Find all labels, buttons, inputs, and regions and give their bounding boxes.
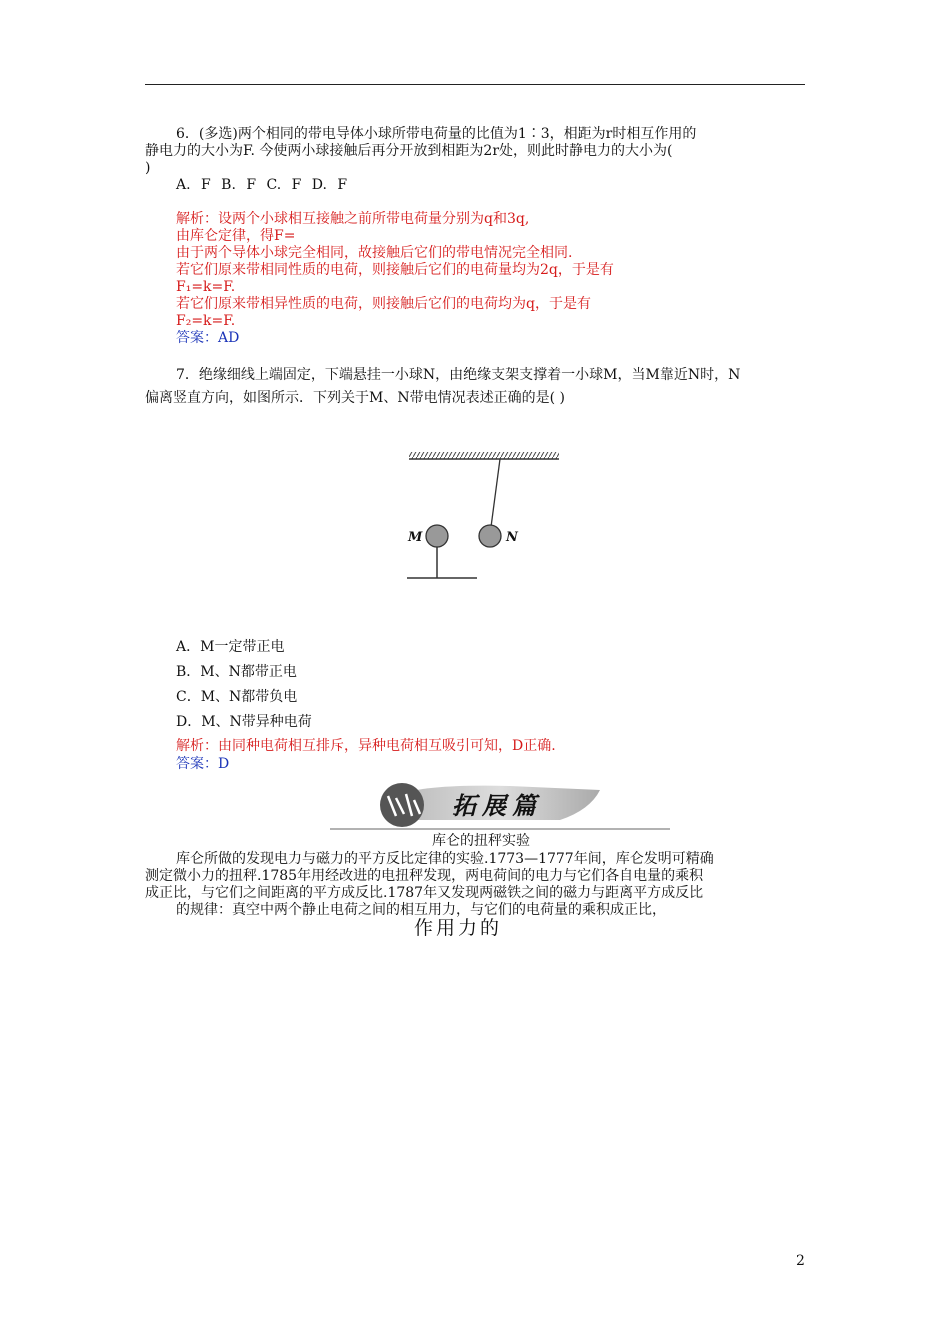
q7-option-c: C．M、N都带负电 [176, 689, 298, 705]
thread [491, 459, 500, 527]
extension-para-3: 成正比，与它们之间距离的平方成反比.1787年又发现两磁铁之间的磁力与距离平方成反比 [145, 885, 704, 901]
q6-options: A. F B. F C. F D. F [176, 177, 348, 193]
ball-n [479, 525, 501, 547]
pendulum-figure [405, 450, 561, 585]
q7-answer: 答案：D [176, 756, 230, 772]
q7-solution: 解析：由同种电荷相互排斥，异种电荷相互吸引可知，D正确. [176, 738, 556, 754]
header-rule [145, 84, 805, 85]
extension-para-5: 作用力的 [414, 917, 503, 939]
q7-option-d: D．M、N带异种电荷 [176, 714, 312, 730]
extension-banner [330, 778, 670, 832]
extension-para-1: 库仑所做的发现电力与磁力的平方反比定律的实验.1773—1777年间，库仑发明可精确 [176, 851, 714, 867]
ball-m [426, 525, 448, 547]
q6-solution-line-3: 由于两个导体小球完全相同，故接触后它们的带电情况完全相同. [176, 245, 573, 261]
q7-option-b: B．M、N都带正电 [176, 664, 297, 680]
page-number: 2 [796, 1253, 805, 1269]
extension-para-2: 测定微小力的扭秤.1785年用经改进的电扭秤发现，两电荷间的电力与它们各自电量的乘积 [145, 868, 704, 884]
q7-option-a: A．M一定带正电 [176, 639, 285, 655]
banner-title: 拓展篇 [452, 791, 542, 820]
q6-answer: 答案：AD [176, 330, 240, 346]
extension-para-4: 的规律：真空中两个静止电荷之间的相互用力，与它们的电荷量的乘积成正比， [176, 902, 666, 918]
q6-solution-line-4: 若它们原来带相同性质的电荷，则接触后它们的电荷量均为2q，于是有 [176, 262, 614, 278]
ceiling-hatch [409, 452, 559, 459]
label-n: N [506, 530, 518, 545]
q7-line-2: 偏离竖直方向，如图所示．下列关于M、N带电情况表述正确的是( ) [145, 390, 565, 406]
q6-solution-line-5: F₁=k=F. [176, 279, 236, 295]
q6-line-3: ) [145, 160, 151, 176]
q6-solution-line-1: 解析：设两个小球相互接触之前所带电荷量分别为q和3q, [176, 211, 530, 227]
pendulum-diagram [405, 450, 561, 585]
q6-line-2: 静电力的大小为F. 今使两小球接触后再分开放到相距为2r处，则此时静电力的大小为( [145, 143, 673, 159]
q6-line-1: 6．(多选)两个相同的带电导体小球所带电荷量的比值为1∶3，相距为r时相互作用的 [176, 126, 697, 142]
q6-solution-line-6: 若它们原来带相异性质的电荷，则接触后它们的电荷均为q，于是有 [176, 296, 591, 312]
label-m: M [408, 530, 423, 545]
q6-solution-line-2: 由库仑定律，得F= [176, 228, 296, 244]
banner-graphic [330, 778, 670, 832]
q6-solution-line-7: F₂=k=F. [176, 313, 236, 329]
q7-line-1: 7．绝缘细线上端固定，下端悬挂一小球N，由绝缘支架支撑着一小球M，当M靠近N时，N [176, 367, 741, 383]
extension-subtitle: 库仑的扭秤实验 [432, 833, 530, 849]
